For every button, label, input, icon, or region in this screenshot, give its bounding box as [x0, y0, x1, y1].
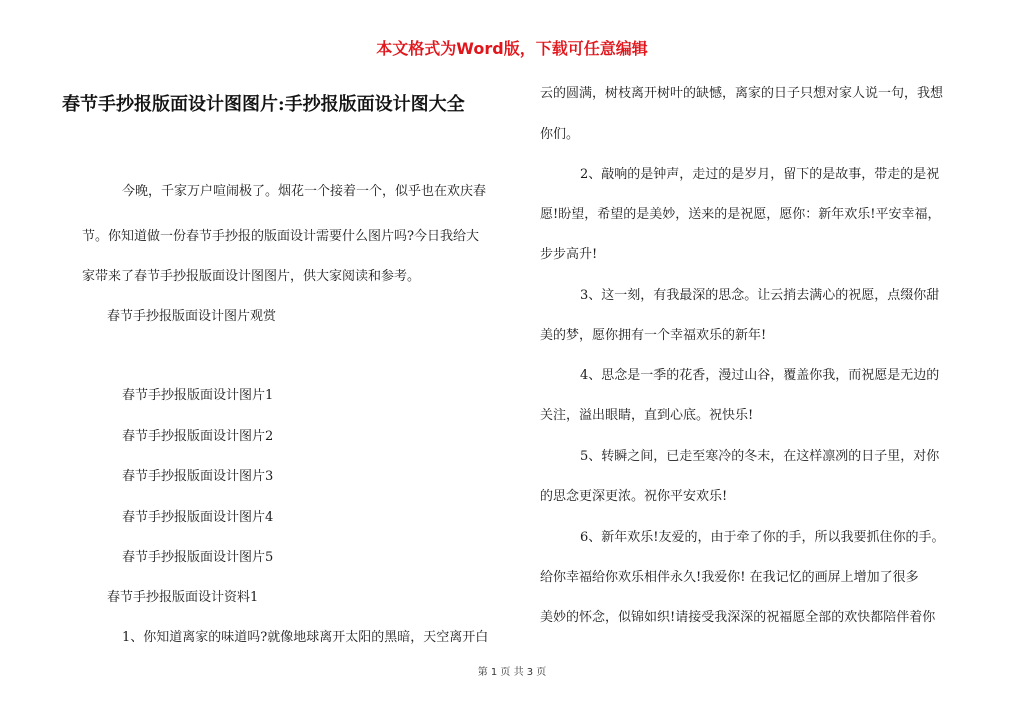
page-number: 第 1 页 共 3 页 — [477, 667, 547, 678]
intro-line-1: 今晚，千家万户喧闹极了。烟花一个接着一个，似乎也在欢庆春 — [122, 184, 487, 199]
download-banner: 本文格式为Word版，下载可任意编辑 — [376, 39, 648, 58]
right-line-1: 云的圆满，树枝离开树叶的缺憾，离家的日子只想对家人说一句，我想 — [540, 86, 944, 101]
intro-line-3: 家带来了春节手抄报版面设计图图片，供大家阅读和参考。 — [82, 269, 421, 284]
image-caption-4: 春节手抄报版面设计图片4 — [122, 510, 274, 525]
right-line-10: 5、转瞬之间，已走至寒冷的冬末，在这样凛冽的日子里，对你 — [580, 449, 940, 464]
right-line-9: 关注，溢出眼睛，直到心底。祝快乐! — [540, 408, 754, 423]
image-caption-3: 春节手抄报版面设计图片3 — [122, 469, 274, 484]
gallery-heading: 春节手抄报版面设计图片观赏 — [107, 309, 277, 324]
image-caption-2: 春节手抄报版面设计图片2 — [122, 429, 274, 444]
right-line-8: 4、思念是一季的花香，漫过山谷，覆盖你我，而祝愿是无边的 — [580, 368, 940, 383]
right-line-13: 给你幸福给你欢乐相伴永久!我爱你! 在我记忆的画屏上增加了很多 — [540, 570, 919, 585]
right-line-7: 美的梦，愿你拥有一个幸福欢乐的新年! — [540, 328, 767, 343]
material-heading: 春节手抄报版面设计资料1 — [107, 590, 259, 605]
right-line-3: 2、敲响的是钟声，走过的是岁月，留下的是故事，带走的是祝 — [580, 167, 940, 182]
right-line-2: 你们。 — [540, 127, 580, 142]
image-caption-1: 春节手抄报版面设计图片1 — [122, 388, 274, 403]
right-line-5: 步步高升! — [540, 247, 598, 262]
image-caption-5: 春节手抄报版面设计图片5 — [122, 550, 274, 565]
intro-line-2: 节。你知道做一份春节手抄报的版面设计需要什么图片吗?今日我给大 — [82, 229, 479, 244]
right-line-6: 3、这一刻，有我最深的思念。让云捎去满心的祝愿，点缀你甜 — [580, 288, 940, 303]
right-line-14: 美妙的怀念，似锦如织!请接受我深深的祝福愿全部的欢快都陪伴着你 — [540, 610, 936, 625]
right-line-12: 6、新年欢乐!友爱的，由于牵了你的手，所以我要抓住你的手。 — [580, 530, 945, 545]
right-line-4: 愿!盼望，希望的是美妙，送来的是祝愿，愿你：新年欢乐!平安幸福， — [540, 207, 941, 222]
right-line-11: 的思念更深更浓。祝你平安欢乐! — [540, 489, 728, 504]
document-title: 春节手抄报版面设计图图片:手抄报版面设计图大全 — [62, 94, 465, 115]
material-item-1: 1、你知道离家的味道吗?就像地球离开太阳的黑暗，天空离开白 — [122, 630, 489, 645]
